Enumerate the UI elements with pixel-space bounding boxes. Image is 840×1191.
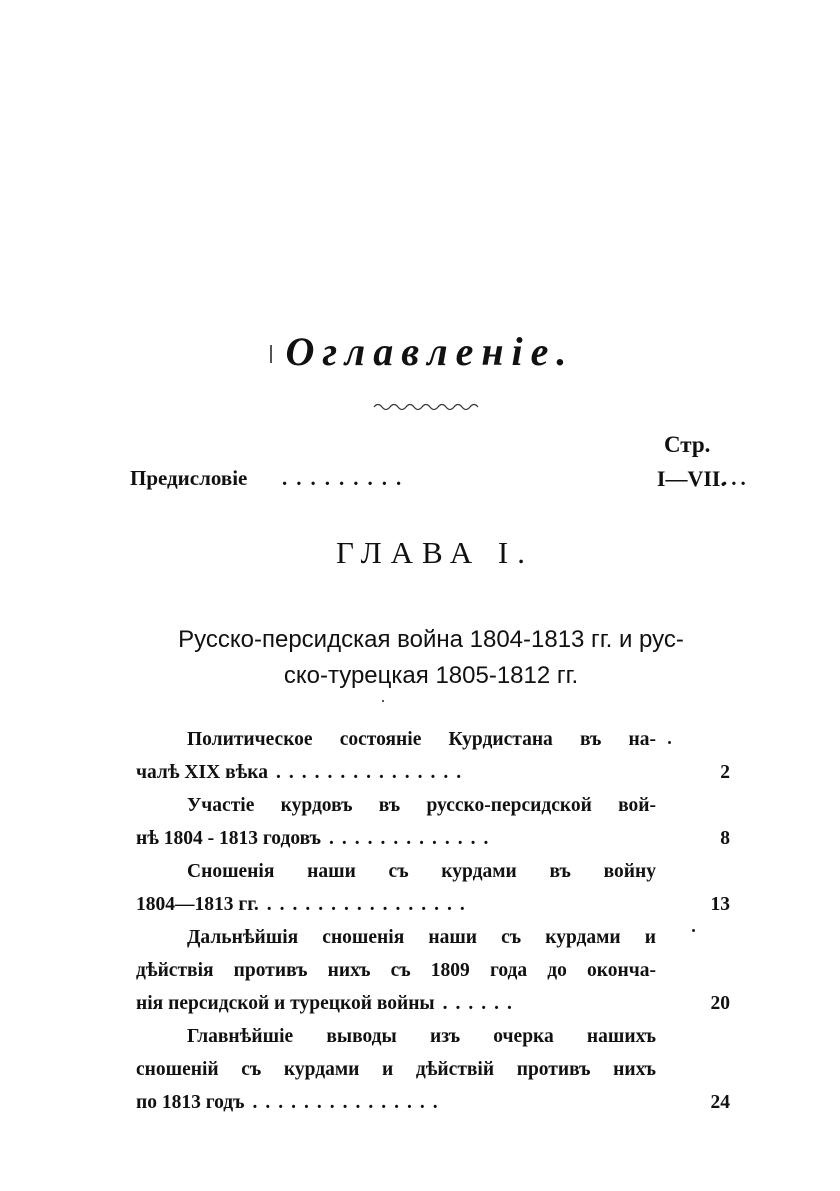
preface-label: Предисловіе	[130, 466, 248, 490]
preface-entry	[130, 466, 750, 494]
title-ornament	[372, 399, 482, 411]
leader-dots: .........	[282, 466, 411, 490]
toc-entry-line: сношеній съ курдами и дѣйствій противъ нихъ	[136, 1059, 656, 1080]
page-column-label: Стр.	[664, 432, 711, 457]
leader-dots: ................	[266, 894, 473, 915]
toc-page-number: 8	[720, 828, 730, 849]
toc-entries	[136, 723, 730, 1119]
leader-dots: ......	[442, 993, 520, 1014]
leader-dots: .............	[329, 828, 497, 849]
toc-page-number: 13	[710, 894, 730, 915]
toc-entry-text: чалѣ XIX вѣка	[136, 762, 268, 783]
toc-entry-line: Сношенія наши съ курдами въ войну	[187, 861, 656, 882]
toc-entry-text: 1804—1813 гг.	[136, 894, 259, 915]
toc-entry-last-line	[136, 1086, 730, 1119]
toc-entry-text: нія персидской и турецкой войны	[136, 993, 435, 1014]
leader-dots: ...............	[252, 1092, 446, 1113]
print-speck	[692, 929, 695, 932]
toc-entry-last-line	[136, 888, 730, 921]
toc-entry-line: Участіе курдовъ въ русско-персидской вой-	[187, 795, 656, 816]
toc-page-number: 2	[720, 762, 730, 783]
print-speck	[382, 700, 384, 702]
toc-entry-line: Дальнѣйшія сношенія наши съ курдами и	[187, 927, 656, 948]
toc-entry-text: по 1813 годъ	[136, 1092, 245, 1113]
page-title: Оглавленіе.	[285, 329, 575, 374]
leader-dots: ...	[722, 466, 750, 490]
toc-entry-last-line	[136, 987, 730, 1020]
chapter-subtitle-line: Русско-персидская война 1804-1813 гг. и рус-	[178, 626, 684, 653]
toc-page-number: 20	[710, 993, 730, 1014]
toc-entry-last-line	[136, 822, 730, 855]
chapter-heading: ГЛАВА I.	[336, 535, 534, 570]
toc-page-number: 24	[710, 1092, 730, 1113]
print-speck	[668, 741, 671, 744]
toc-entry-line: Политическое состояніе Курдистана въ на-	[187, 729, 656, 750]
chapter-subtitle-line: ско-турецкая 1805-1812 гг.	[283, 662, 579, 689]
leader-dots: ...............	[276, 762, 470, 783]
toc-entry-last-line	[136, 756, 730, 789]
toc-entry-line: дѣйствія противъ нихъ съ 1809 года до оконча-	[136, 960, 656, 981]
toc-entry-line: Главнѣйшіе выводы изъ очерка нашихъ	[187, 1026, 656, 1047]
toc-entry-text: нѣ 1804 - 1813 годовъ	[136, 828, 322, 849]
preface-pages: I—VII.	[656, 466, 726, 491]
chapter-subtitle	[130, 622, 732, 694]
